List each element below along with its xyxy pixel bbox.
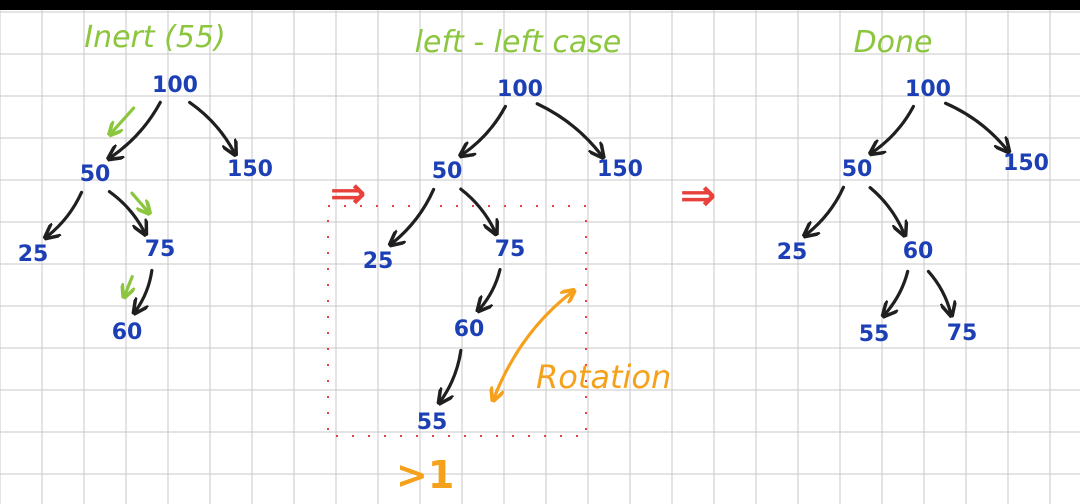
node-60: 60 [111,320,143,345]
edge-75-60 [480,270,500,309]
node-150: 150 [1003,151,1049,176]
edge-100-50 [463,106,505,154]
edge-50-25 [48,192,82,236]
panel-3-title: Done [853,25,933,60]
node-100: 100 [905,77,951,102]
transition-arrow-2: ⇒ [679,170,717,221]
node-50: 50 [431,159,463,184]
edge-60-55 [885,271,907,313]
insert-path-arrows [111,108,147,295]
node-100: 100 [152,73,198,98]
node-150: 150 [597,157,643,182]
panel-1-title: Inert (55) [84,20,226,55]
tree-1-edges [48,102,234,310]
node-75: 75 [946,321,978,346]
node-150: 150 [227,157,273,182]
node-25: 25 [17,242,49,267]
edge-100-150 [946,103,1007,149]
panel-2-title: left - left case [414,25,622,60]
node-55: 55 [858,322,890,347]
node-75: 75 [494,237,526,262]
edge-60-75 [928,271,950,312]
node-50: 50 [79,162,111,187]
node-50: 50 [841,157,873,182]
edge-100-150 [190,102,234,152]
insert-arrow-100-50 [111,108,133,133]
edge-100-50 [111,102,160,157]
edge-100-150 [537,104,601,155]
node-75: 75 [144,237,176,262]
edge-75-60 [136,270,152,310]
edge-50-75 [109,192,144,232]
node-60: 60 [453,317,485,342]
edge-50-60 [870,188,904,233]
node-60: 60 [902,239,934,264]
edge-100-50 [873,106,913,152]
edge-60-55 [441,350,461,400]
transition-arrow-1: ⇒ [329,168,367,219]
node-55: 55 [416,410,448,435]
rotation-label: Rotation [536,358,672,396]
node-100: 100 [497,77,543,102]
edge-50-75 [461,189,495,231]
node-25: 25 [776,240,808,265]
edge-50-25 [393,189,434,242]
node-25: 25 [362,249,394,274]
imbalance-label: >1 [396,453,455,497]
edge-50-25 [807,187,844,234]
tree-3-edges [807,103,1007,314]
insert-arrow-50-75 [132,193,148,211]
